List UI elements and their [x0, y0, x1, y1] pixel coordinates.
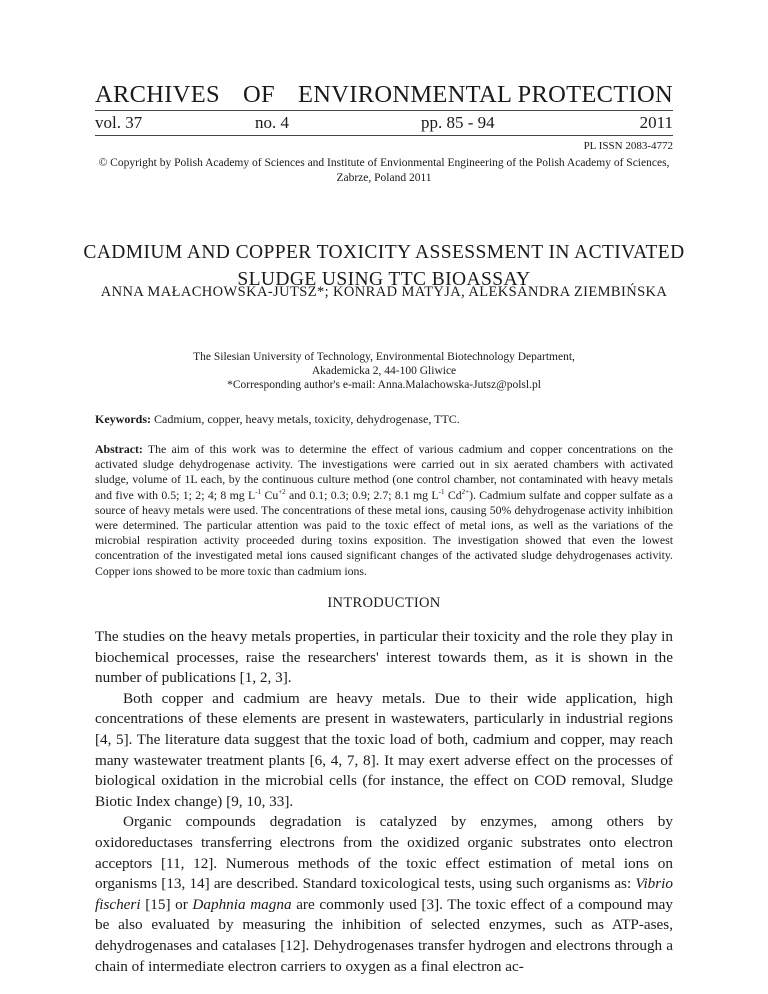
abstract-sup: +2	[278, 487, 286, 496]
keywords-text: Cadmium, copper, heavy metals, toxicity, dehydrogenase, TTC.	[151, 412, 460, 426]
abstract-text: ). Cadmium sulfate and copper sulfate as a source of heavy metals were used. The concentrations of these metal ions, causing 50% dehydrogenase activity inhibition were determined. The particular attention was paid to the toxic effect of metal ions, as well as the variations of the microbial respiration activity proceeded during toxins exposition. The investigation showed that even the lowest concentration of the investigated metal ions caused significant changes of the activated sludge dehydrogenases activity. Copper ions showed to be more toxic than cadmium ions.	[95, 487, 674, 578]
species-name: Vibrio fischeri	[95, 875, 673, 913]
paper-title: CADMIUM AND COPPER TOXICITY ASSESSMENT IN ACTIVATED SLUDGE USING TTC BIOASSAY	[83, 242, 685, 290]
authors: ANNA MAŁACHOWSKA-JUTSZ*; KONRAD MATYJA, ALEKSANDRA ZIEMBIŃSKA	[100, 284, 668, 300]
journal-word-environmental: ENVIRONMENTAL	[298, 81, 513, 108]
abstract-sup: -1	[255, 487, 262, 496]
section-heading: INTRODUCTION	[327, 595, 441, 611]
issue-number: no. 4	[255, 113, 289, 132]
paragraph-text: Organic compounds degradation is catalyzed by enzymes, among others by oxidoreductases transferring electrons from the oxidized organic substrates onto electron acceptors [11, 12]. Numerous methods of the toxic effect estimation of metal ions on organisms [13, 14] are described. Standard toxicological tests, using such organisms as:	[95, 813, 673, 893]
abstract-text: Cd	[444, 487, 462, 502]
abstract-sup: -1	[438, 487, 445, 496]
paragraph-text: [15] or	[140, 895, 193, 913]
paragraph	[95, 812, 673, 977]
abstract	[95, 442, 673, 579]
page-range: pp. 85 - 94	[421, 113, 495, 132]
journal-name	[95, 80, 673, 110]
corresponding-email: *Corresponding author's e-mail: Anna.Malachowska-Jutsz@polsl.pl	[227, 379, 541, 391]
body-text	[95, 627, 673, 977]
copyright-notice: © Copyright by Polish Academy of Sciences and Institute of Envionmental Engineering of the Polish Academy of Sciences, Zabrze, Poland 2011	[98, 157, 670, 184]
journal-word-of: OF	[243, 81, 275, 108]
affiliation-address: Akademicka 2, 44-100 Gliwice	[311, 365, 457, 377]
header-rule-top	[95, 110, 673, 111]
issn: PL ISSN 2083-4772	[583, 140, 673, 152]
abstract-label: Abstract:	[95, 442, 143, 456]
paragraph: The studies on the heavy metals properties, in particular their toxicity and the role they play in biochemical processes, raise the researchers' interest towards them, as it is shown in the number of publications [1, 2, 3].	[95, 628, 673, 687]
affiliation	[95, 350, 673, 392]
abstract-text: The aim of this work was to determine the effect of various cadmium and copper concentrations on the activated sludge dehydrogenase activity. The investigations were carried out in six aerated chambers with activated sludge, volume of 1L each, by the continuous culture method (one control chamber, not contaminated with heavy metals and five with 0.5; 1; 2; 4; 8 mg L	[95, 442, 673, 502]
abstract-text: Cu	[261, 487, 279, 502]
journal-word-archives: ARCHIVES	[95, 81, 220, 108]
keywords-label: Keywords:	[95, 412, 151, 426]
year: 2011	[639, 113, 673, 132]
paragraph-text: are commonly used [3]. The toxic effect of a compound may be also evaluated by measuring the inhibition of selected enzymes, such as ATP-ases, dehydrogenases and catalases [12]. Dehydrogenases transfer hydrogen and electrons through a chain of intermediate electron carriers to oxygen as a final electron ac-	[95, 895, 673, 975]
journal-word-protection: PROTECTION	[517, 81, 673, 108]
header-rule-bottom	[95, 135, 673, 136]
keywords	[95, 411, 673, 427]
volume: vol. 37	[95, 113, 143, 132]
species-name: Daphnia magna	[192, 895, 292, 913]
abstract-text: and 0.1; 0.3; 0.9; 2.7; 8.1 mg L	[285, 487, 439, 502]
abstract-sup: 2+	[461, 487, 470, 496]
affiliation-line: The Silesian University of Technology, Environmental Biotechnology Department,	[193, 351, 575, 363]
paragraph: Both copper and cadmium are heavy metals. Due to their wide application, high concentrations of these elements are present in wastewaters, particularly in industrial regions [4, 5]. The literature data suggest that the toxic load of both, cadmium and copper, may reach many wastewater treatment plants [6, 4, 7, 8]. It may exert adverse effect on the processes of biological oxidation in the microbial cells (for instance, the effect on COD removal, Sludge Biotic Index change) [9, 10, 33].	[95, 689, 673, 810]
issue-info	[95, 112, 673, 134]
